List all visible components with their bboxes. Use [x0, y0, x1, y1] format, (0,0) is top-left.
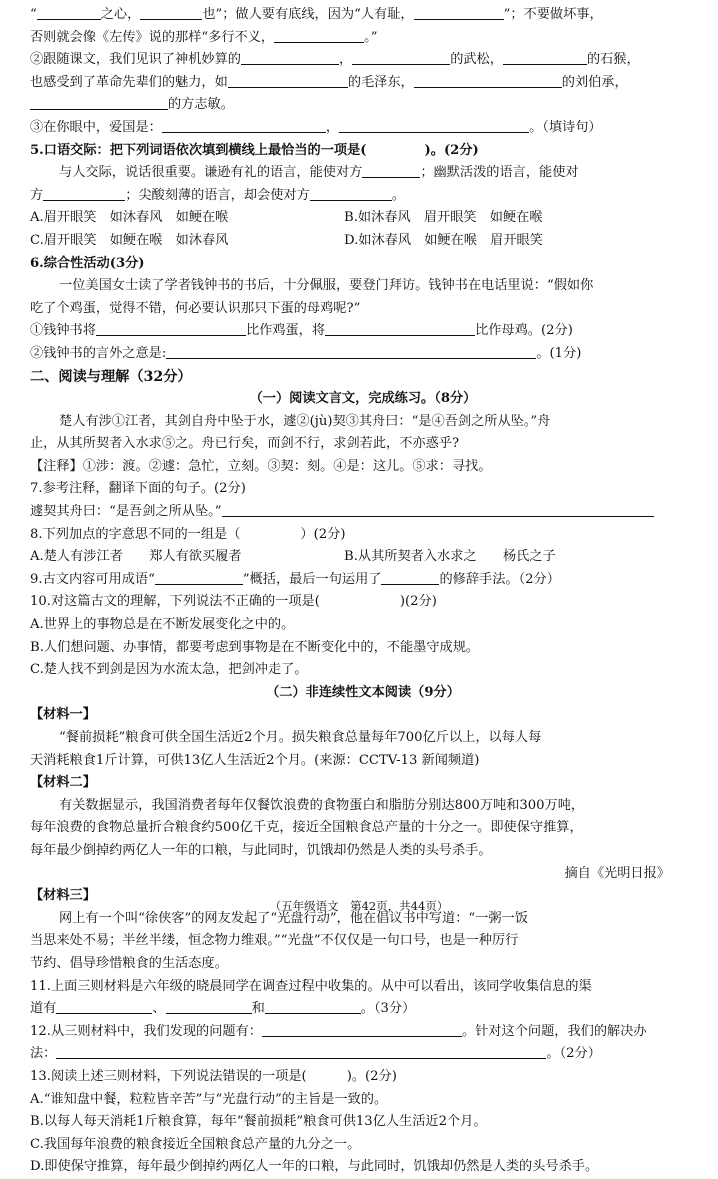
q4-line-3: ②跟随课文，我们见识了神机妙算的 ， 的武松， 的石猴，	[30, 52, 640, 68]
section-nonlinear-title: （二）非连续性文本阅读（9分）	[266, 684, 460, 700]
blank[interactable]	[362, 163, 420, 178]
q6-sub-2: ②钱钟书的言外之意是: 。(1分)	[30, 345, 582, 361]
q4-line-4: 也感受到了革命先辈们的魅力，如 的毛泽东， 的刘伯承，	[30, 74, 628, 90]
blank[interactable]	[414, 73, 562, 88]
blank[interactable]	[265, 999, 361, 1014]
q5-options-row-1	[30, 207, 696, 230]
q6-sub-1: ①钱钟书将 比作鸡蛋，将 比作母鸡。(2分)	[30, 323, 573, 339]
blank[interactable]	[262, 1022, 462, 1037]
section-classical-title: （一）阅读文言文，完成练习。（8分）	[249, 391, 477, 407]
q10-title: 10.对这篇古文的理解，下列说法不正确的一项是( )(2分)	[30, 594, 437, 610]
blank[interactable]	[162, 118, 326, 133]
q11-line-2: 道有 、 和 。（3分）	[30, 1001, 416, 1017]
classical-text-2: 止，从其所契者入水求⑤之。舟已行矣，而剑不行，求剑若此，不亦惑乎?	[30, 436, 460, 452]
material-2-source: 摘自《光明日报》	[564, 865, 670, 881]
blank[interactable]	[166, 999, 252, 1014]
q10-option-a[interactable]: A.世界上的事物总是在不断发展变化之中的。	[30, 617, 295, 633]
q5-stem-2: 方 ；尖酸刻薄的语言，却会使对方 。	[30, 187, 405, 203]
blank[interactable]	[37, 5, 101, 20]
q7-title: 7.参考注释，翻译下面的句子。(2分)	[30, 481, 246, 497]
material-1-label: 【材料一】	[30, 707, 96, 723]
blank[interactable]	[155, 570, 243, 585]
q12-line-1: 12.从三则材料中，我们发现的问题有： 。针对这个问题，我们的解决办	[30, 1023, 647, 1039]
material-2-text-2: 每年浪费的食物总量折合粮食约500亿千克，接近全国粮食总产量的十分之一。即使保守推算，	[30, 820, 583, 836]
q7-sentence: 遽契其舟曰：“是吾剑之所从坠。”	[30, 501, 696, 524]
blank[interactable]	[166, 344, 536, 359]
blank[interactable]	[381, 570, 439, 585]
option-b[interactable]: B.如沐春风 眉开眼笑 如鲠在喉	[344, 210, 543, 226]
page-footer: （五年级语文 第42页，共44页）	[269, 899, 449, 913]
blank[interactable]	[56, 999, 152, 1014]
q13-option-b[interactable]: B.以每人每天消耗1斤粮食算，每年“餐前损耗”粮食可供13亿人生活近2个月。	[30, 1114, 487, 1130]
blank[interactable]	[241, 50, 339, 65]
material-2-text-1: 有关数据显示，我国消费者每年仅餐饮浪费的食物蛋白和脂肪分别达800万吨和300万吨，	[59, 797, 585, 813]
material-3-label: 【材料三】	[30, 888, 96, 904]
blank[interactable]	[140, 5, 202, 20]
blank[interactable]	[228, 73, 348, 88]
blank[interactable]	[339, 118, 529, 133]
blank[interactable]	[43, 186, 125, 201]
classical-text-1: 楚人有涉①江者，其剑自舟中坠于水，遽②(jù)契③其舟曰：“是④吾剑之所从坠。”舟	[59, 413, 551, 429]
q9: 9.古文内容可用成语“ ”概括，最后一句运用了 的修辞手法。（2分）	[30, 571, 560, 587]
material-3-text-3: 节约、倡导珍惜粮食的生活态度。	[30, 955, 228, 971]
q8-options	[30, 546, 696, 569]
blank[interactable]	[310, 186, 392, 201]
q6-passage-1: 一位美国女士读了学者钱钟书的书后，十分佩服，要登门拜访。钱钟书在电话里说：“假如你	[59, 278, 594, 294]
blank[interactable]	[30, 95, 168, 110]
blank[interactable]	[503, 50, 587, 65]
q13-option-c[interactable]: C.我国每年浪费的粮食接近全国粮食总产量的九分之一。	[30, 1136, 361, 1152]
q5-title: 5.口语交际：把下列词语依次填到横线上最恰当的一项是( )。(2分)	[30, 142, 479, 158]
q6-title: 6.综合性活动(3分)	[30, 255, 145, 271]
q10-option-c[interactable]: C.楚人找不到剑是因为水流太急，把剑冲走了。	[30, 662, 308, 678]
q4-line-5: 的方志敏。	[30, 94, 696, 117]
material-3-text-1: 网上有一个叫“徐侠客”的网友发起了“光盘行动”，他在倡议书中写道：“一粥一饭	[59, 910, 528, 926]
material-1-text-2: 天消耗粮食1斤计算，可供13亿人生活近2个月。(来源：CCTV-13 新闻频道)	[30, 752, 480, 768]
option-c[interactable]: C.眉开眼笑 如鲠在喉 如沐春风	[30, 232, 229, 248]
q8-title: 8.下列加点的字意思不同的一组是（ ）(2分)	[30, 526, 346, 542]
blank[interactable]	[96, 321, 246, 336]
option-a[interactable]: A.眉开眼笑 如沐春风 如鲠在喉	[30, 210, 229, 226]
q12-line-2: 法： 。（2分）	[30, 1046, 601, 1062]
option-a[interactable]: A.楚人有涉江者 郑人有欲买履者	[30, 549, 242, 565]
q5-stem-1: 与人交际，说话很重要。谦逊有礼的语言，能使对方 ；幽默活泼的语言，能使对	[59, 165, 579, 181]
material-2-text-3: 每年最少倒掉约两亿人一年的口粮，与此同时，饥饿却仍然是人类的头号杀手。	[30, 842, 492, 858]
q13-title: 13.阅读上述三则材料，下列说法错误的一项是( )。(2分)	[30, 1068, 397, 1084]
blank[interactable]	[274, 28, 364, 43]
material-3-text-2: 当思来处不易；半丝半缕，恒念物力维艰。”“光盘”不仅仅是一句口号，也是一种厉行	[30, 933, 519, 949]
q6-passage-2: 吃了个鸡蛋，觉得不错，何必要认识那只下蛋的母鸡呢?”	[30, 300, 361, 316]
material-1-text-1: “餐前损耗”粮食可供全国生活近2个月。损失粮食总量每年700亿斤以上，以每人每	[59, 730, 542, 745]
material-2-label: 【材料二】	[30, 775, 96, 791]
q4-line-1: “ 之心， 也”；做人要有底线，因为“人有耻， ”；不要做坏事，	[30, 7, 603, 22]
option-b[interactable]: B.从其所契者入水求之 杨氏之子	[344, 549, 556, 565]
classical-notes: 【注释】①涉：渡。②遽：急忙，立刻。③契：刻。④是：这儿。⑤求：寻找。	[30, 458, 492, 474]
q10-option-b[interactable]: B.人们想问题、办事情，都要考虑到事物是在不断变化中的，不能墨守成规。	[30, 639, 480, 655]
answer-line[interactable]	[222, 502, 654, 517]
q11-line-1: 11.上面三则材料是六年级的晓晨同学在调查过程中收集的。从中可以看出，该同学收集信息的渠	[30, 978, 592, 994]
q4-line-6: ③在你眼中，爱国是： ， 。（填诗句）	[30, 119, 602, 135]
part-two-title: 二、阅读与理解（32分）	[30, 368, 192, 385]
blank[interactable]	[56, 1044, 546, 1059]
q5-options-row-2	[30, 230, 696, 253]
q4-line-2: 否则就会像《左传》说的那样“多行不义， 。”	[30, 29, 378, 45]
q13-option-d[interactable]: D.即使保守推算，每年最少倒掉约两亿人一年的口粮，与此同时，饥饿却仍然是人类的头号杀手。	[30, 1159, 599, 1175]
q13-option-a[interactable]: A.“谁知盘中餐，粒粒皆辛苦”与“光盘行动”的主旨是一致的。	[30, 1091, 388, 1107]
option-d[interactable]: D.如沐春风 如鲠在喉 眉开眼笑	[344, 232, 543, 248]
blank[interactable]	[414, 5, 504, 20]
blank[interactable]	[325, 321, 475, 336]
blank[interactable]	[352, 50, 450, 65]
